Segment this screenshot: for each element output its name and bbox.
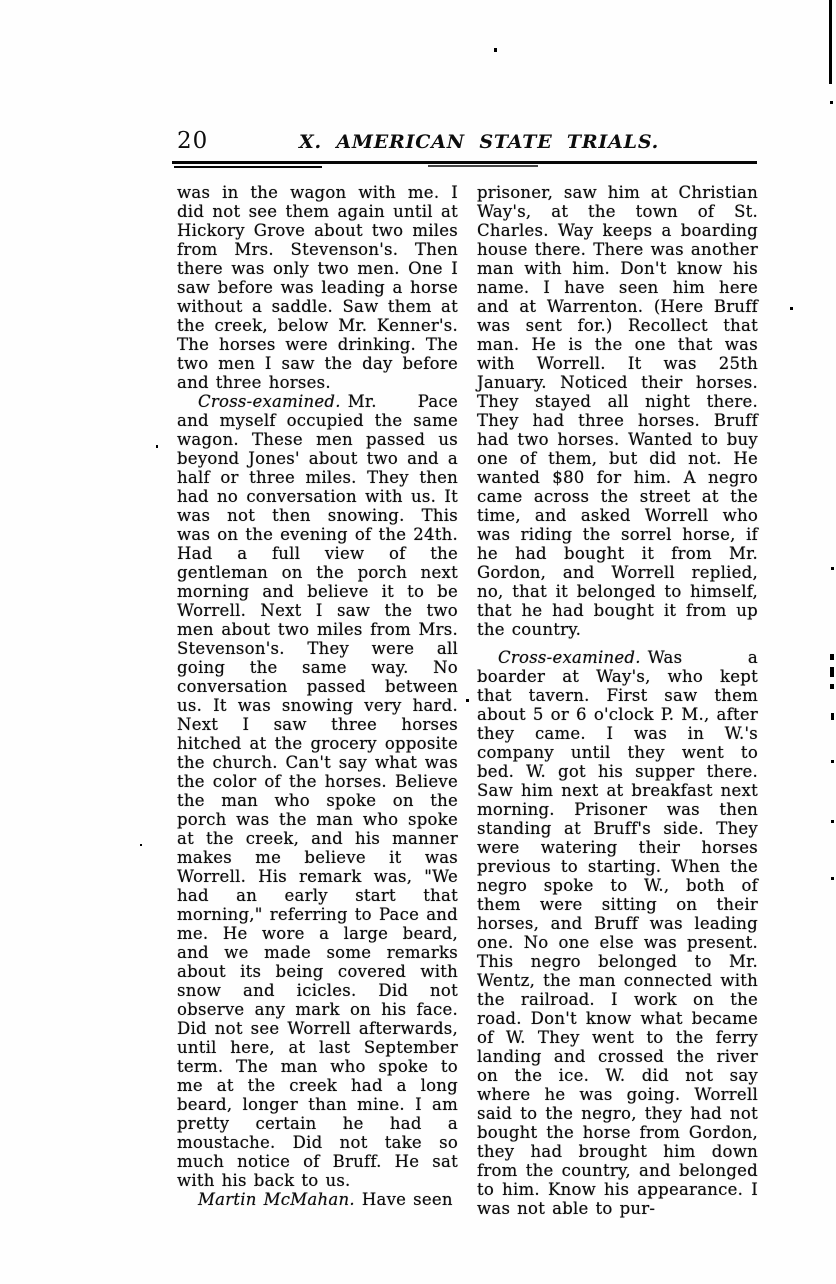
scan-artifact-dot xyxy=(790,307,793,310)
paragraph: Cross-examined. Was a boarder at Way's, who kept that tavern. First saw them about 5 or 6 o'clock P. M., after they came. I was in W.'s company until they went to bed. W. got his supper there. Saw him next at breakfast next morning. Prisoner was then standing at Bruff's side. They were watering their horses previous to starting. When the negro spoke to W., both of them were sitting on their horses, and Bruff was leading one. No one else was present. This negro belonged to Mr. Wentz, the man connected with the railroad. I work on the road. Don't know what became of W. They went to the ferry landing and crossed the river on the ice. W. did not say where he was going. Worrell said to the negro, they had not bought the horse from Gordon, they had brought him down from the country, and belonged to him. Know his appearance. I was not able to pur- xyxy=(477,648,758,1218)
paragraph: Martin McMahan. Have seen xyxy=(198,1190,453,1209)
scan-artifact-edge-mark xyxy=(831,877,834,880)
scan-artifact-vertical-line xyxy=(829,0,832,84)
scan-artifact-edge-mark xyxy=(831,713,834,720)
paragraph-lead: Cross-examined. xyxy=(198,392,341,411)
scan-artifact-edge-mark xyxy=(830,684,834,689)
scan-artifact-dot xyxy=(156,445,158,448)
scan-artifact-edge-mark xyxy=(831,760,834,763)
page-number: 20 xyxy=(177,128,209,154)
scan-artifact-edge-mark xyxy=(831,567,834,570)
scan-artifact-edge-mark xyxy=(831,820,834,823)
scan-artifact-dot xyxy=(140,844,142,846)
scan-artifact-dot xyxy=(466,699,469,702)
running-title: X. AMERICAN STATE TRIALS. xyxy=(299,131,660,153)
header-rule xyxy=(172,161,757,164)
scan-artifact-edge-mark xyxy=(830,654,834,660)
header-rule-echo-mid xyxy=(428,165,538,167)
scan-artifact-dot xyxy=(494,48,497,52)
paragraph: Cross-examined. Mr. Pace and myself occupied the same wagon. These men passed us beyond Jones' about two and a half or three miles. They then had no conversation with us. It was not then snowing. This was on the evening of the 24th. Had a full view of the gentleman on the porch next morning and believe it to be Worrell. Next I saw the two men about two miles from Mrs. Stevenson's. They were all going the same way. No conversation passed between us. It was snowing very hard. Next I saw three horses hitched at the grocery opposite the church. Can't say what was the color of the horses. Believe the man who spoke on the porch was the man who spoke at the creek, and his manner makes me believe it was Worrell. His remark was, "We had an early start that morning," referring to Pace and me. He wore a large beard, and we made some remarks about its being covered with snow and icicles. Did not observe any mark on his face. Did not see Worrell afterwards, until here, at last September term. The man who spoke to me at the creek had a long beard, longer than mine. I am pretty certain he had a moustache. Did not take so much notice of Bruff. He sat with his back to us. xyxy=(177,392,458,1190)
text-column-left xyxy=(177,183,458,1209)
text-column-right xyxy=(477,183,758,1218)
header-rule-echo-left xyxy=(174,166,322,168)
paragraph: prisoner, saw him at Christian Way's, at the town of St. Charles. Way keeps a boarding house there. There was another man with him. Don't know his name. I have seen him here and at Warrenton. (Here Bruff was sent for.) Recollect that man. He is the one that was with Worrell. It was 25th January. Noticed their horses. They stayed all night there. They had three horses. Bruff had two horses. Wanted to buy one of them, but did not. He wanted $80 for him. A negro came across the street at the time, and asked Worrell who was riding the sorrel horse, if he had bought it from Mr. Gordon, and Worrell replied, no, that it belonged to himself, that he had bought it from up the country. xyxy=(477,183,758,639)
scan-artifact-dot xyxy=(830,101,833,104)
paragraph-lead: Cross-examined. xyxy=(498,648,641,667)
paragraph: was in the wagon with me. I did not see them again until at Hickory Grove about two miles from Mrs. Stevenson's. Then there was only two men. One I saw before was leading a horse without a saddle. Saw them at the creek, below Mr. Kenner's. The horses were drinking. The two men I saw the day before and three horses. xyxy=(177,183,458,392)
scan-artifact-edge-mark xyxy=(830,667,834,677)
paragraph-lead: Martin McMahan. xyxy=(198,1190,355,1209)
